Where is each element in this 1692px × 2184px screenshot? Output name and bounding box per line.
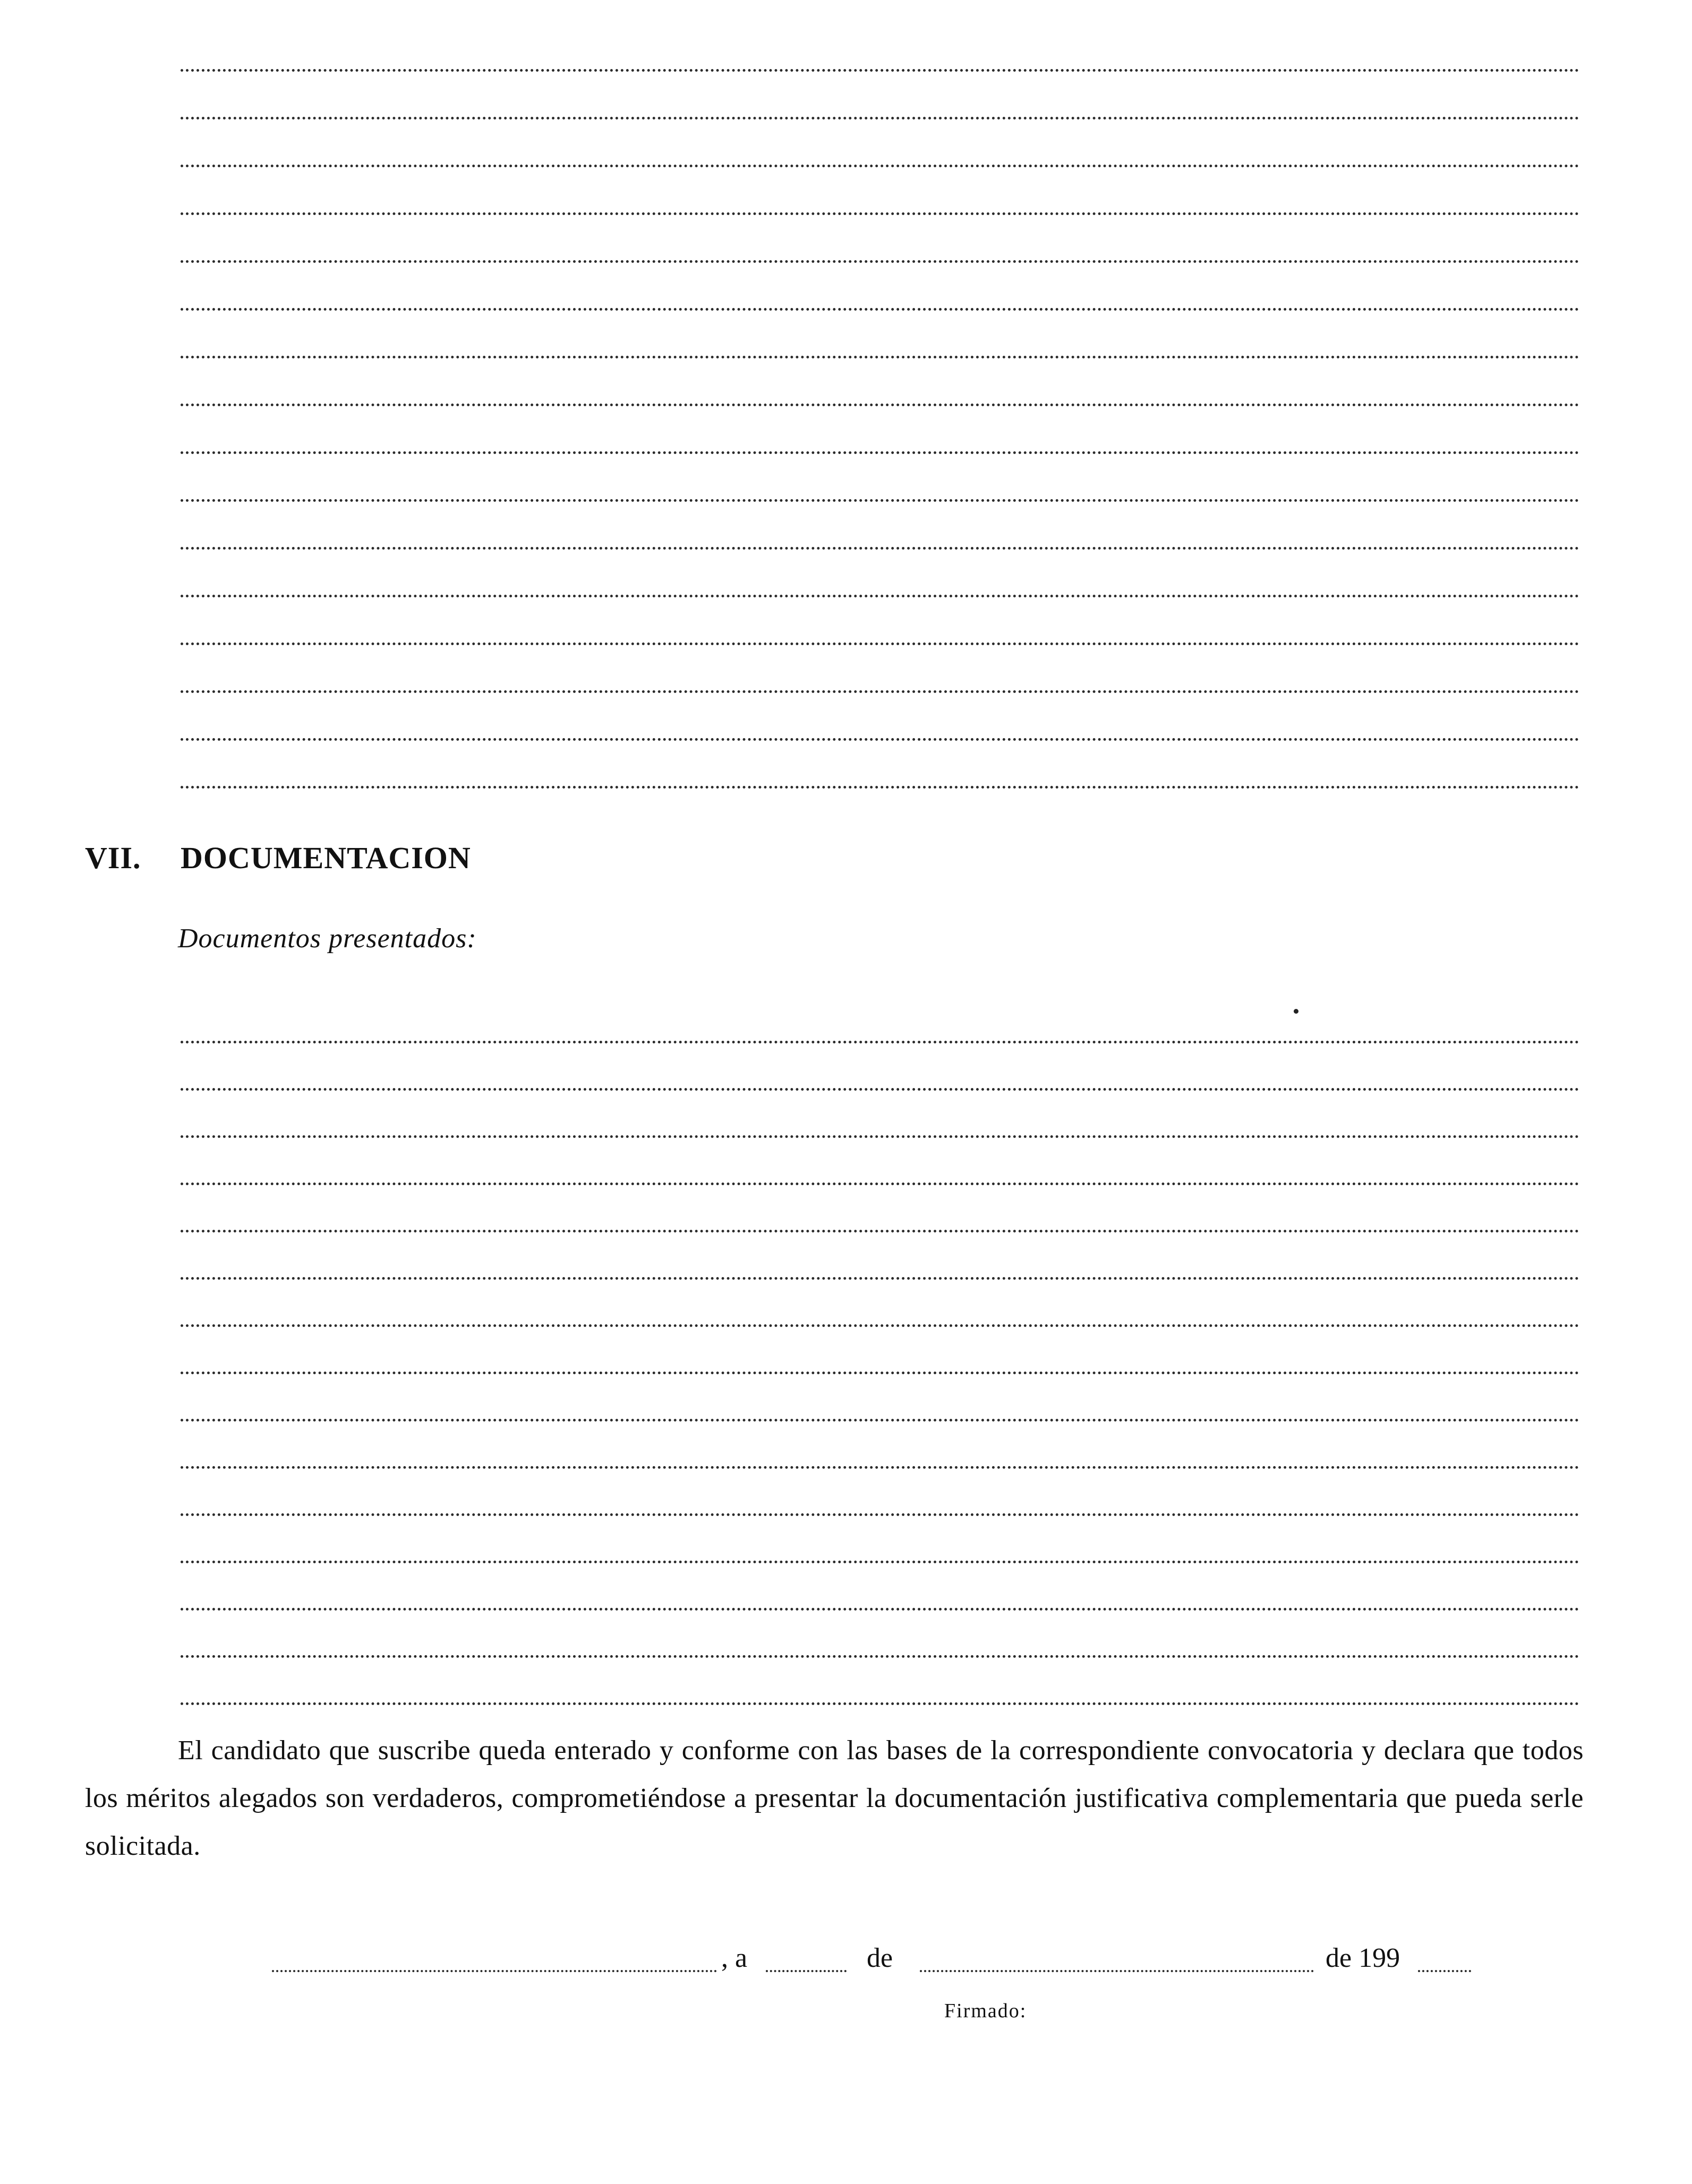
place-field[interactable] — [272, 1970, 717, 1972]
writing-line[interactable] — [181, 451, 1579, 454]
writing-line[interactable] — [181, 595, 1579, 597]
writing-line[interactable] — [181, 404, 1579, 406]
writing-line[interactable] — [181, 117, 1579, 119]
document-line[interactable] — [181, 1088, 1579, 1091]
document-line[interactable] — [181, 1183, 1579, 1185]
document-line[interactable] — [181, 1277, 1579, 1280]
document-line[interactable] — [181, 1608, 1579, 1611]
year-field[interactable] — [1418, 1970, 1471, 1972]
day-field[interactable] — [766, 1970, 847, 1972]
comma-a-text: , a — [721, 1943, 748, 1973]
place-date-line — [0, 1942, 1692, 1980]
document-line[interactable] — [181, 1324, 1579, 1327]
document-line[interactable] — [181, 1561, 1579, 1563]
de-text: de — [867, 1943, 893, 1973]
document-line[interactable] — [181, 1230, 1579, 1232]
writing-line[interactable] — [181, 786, 1579, 789]
stray-mark — [1294, 1009, 1298, 1014]
writing-line[interactable] — [181, 69, 1579, 72]
month-field[interactable] — [920, 1970, 1314, 1972]
writing-line[interactable] — [181, 260, 1579, 263]
writing-line[interactable] — [181, 165, 1579, 167]
writing-line[interactable] — [181, 212, 1579, 215]
document-line[interactable] — [181, 1513, 1579, 1516]
document-line[interactable] — [181, 1655, 1579, 1658]
writing-line[interactable] — [181, 738, 1579, 741]
writing-line[interactable] — [181, 499, 1579, 502]
document-line[interactable] — [181, 1041, 1579, 1043]
section-number: VII. — [85, 841, 141, 875]
section-heading — [85, 840, 471, 876]
document-line[interactable] — [181, 1372, 1579, 1374]
documents-label: Documentos presentados: — [178, 923, 477, 954]
signed-label: Firmado: — [944, 2000, 1027, 2022]
writing-line[interactable] — [181, 356, 1579, 358]
year-prefix-text: de 199 — [1326, 1943, 1400, 1973]
writing-line[interactable] — [181, 547, 1579, 550]
writing-line[interactable] — [181, 690, 1579, 693]
writing-line[interactable] — [181, 308, 1579, 311]
document-line[interactable] — [181, 1466, 1579, 1469]
document-line[interactable] — [181, 1702, 1579, 1705]
writing-line[interactable] — [181, 643, 1579, 645]
document-line[interactable] — [181, 1135, 1579, 1138]
section-title: DOCUMENTACION — [181, 841, 471, 875]
declaration-paragraph: El candidato que suscribe queda enterado y conforme con las bases de la correspondiente convocatoria y declara que todos los méritos alegados son verdaderos, comprometiéndose a presentar la documentación justificativa complementaria que pueda serle solicitada. — [85, 1735, 1584, 1861]
document-line[interactable] — [181, 1419, 1579, 1421]
